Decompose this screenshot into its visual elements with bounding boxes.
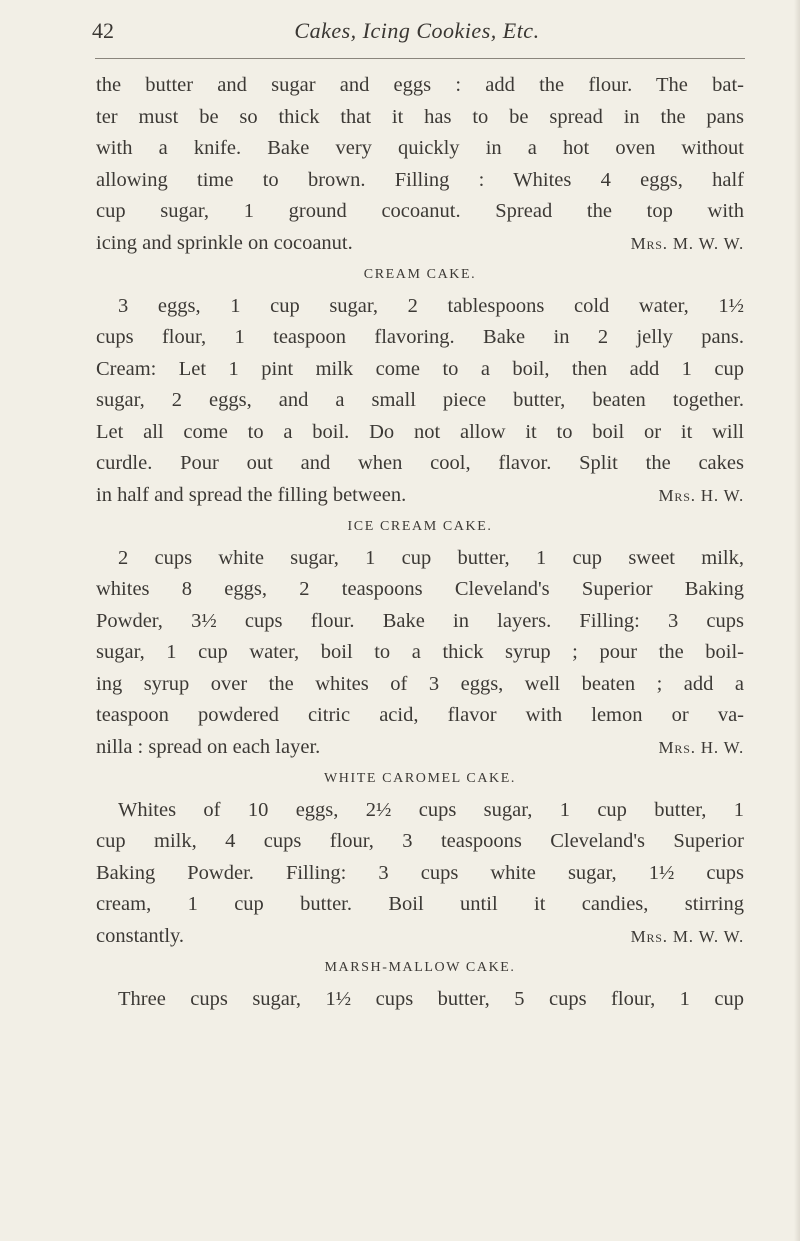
text-line: Powder, 3½ cups flour. Bake in layers. Filling: 3 cups <box>96 609 744 632</box>
signature: Mrs. M. W. W. <box>630 926 744 946</box>
text-line: ing syrup over the whites of 3 eggs, well beaten ; add a <box>96 672 744 695</box>
text-line: with a knife. Bake very quickly in a hot oven without <box>96 137 744 159</box>
text-line: cups flour, 1 teaspoon flavoring. Bake in 2 jelly pans. <box>96 326 744 348</box>
text-line: cup sugar, 1 ground cocoanut. Spread the top with <box>96 200 744 222</box>
page-number: 42 <box>92 18 114 43</box>
text-line: Baking Powder. Filling: 3 cups white sugar, 1½ cups <box>96 861 744 884</box>
text-line: 3 eggs, 1 cup sugar, 2 tablespoons cold water, 1½ <box>118 294 744 317</box>
recipe-marsh-mallow-cake <box>96 952 744 1015</box>
signature: Mrs. H. W. <box>658 485 744 505</box>
text-line: whites 8 eggs, 2 teaspoons Cleveland's Superior Baking <box>96 578 744 600</box>
text-line: cup milk, 4 cups flour, 3 teaspoons Cleveland's Superior <box>96 830 744 852</box>
text-line: allowing time to brown. Filling : Whites 4 eggs, half <box>96 168 744 191</box>
text-line: in half and spread the filling between. <box>96 483 407 506</box>
text-line: curdle. Pour out and when cool, flavor. Split the cakes <box>96 452 744 474</box>
text-line-with-signature <box>96 732 744 764</box>
text-line: sugar, 1 cup water, boil to a thick syrup ; pour the boil- <box>96 641 744 663</box>
recipe-white-caromel-cake <box>96 763 744 952</box>
text-line: Let all come to a boil. Do not allow it to boil or it will <box>96 420 744 443</box>
text-line: constantly. <box>96 924 185 947</box>
text-line: 2 cups white sugar, 1 cup butter, 1 cup sweet milk, <box>118 546 744 569</box>
text-line: Three cups sugar, 1½ cups butter, 5 cups flour, 1 cup <box>118 987 744 1010</box>
recipe-heading: CREAM CAKE. <box>363 267 477 282</box>
text-line: sugar, 2 eggs, and a small piece butter, beaten together. <box>96 389 744 411</box>
recipe-heading: MARSH-MALLOW CAKE. <box>324 960 516 975</box>
header-rule <box>95 58 745 59</box>
text-line-with-signature <box>96 921 744 953</box>
text-line: ter must be so thick that it has to be spread in the pans <box>96 105 744 128</box>
signature: Mrs. H. W. <box>658 737 744 757</box>
recipe-continuation <box>96 70 744 259</box>
page-header <box>92 18 742 52</box>
text-line: the butter and sugar and eggs : add the flour. The bat- <box>96 74 744 96</box>
recipe-text <box>96 70 744 1015</box>
text-line: cream, 1 cup butter. Boil until it candies, stirring <box>96 893 744 915</box>
text-line-with-signature <box>96 480 744 512</box>
page-edge-shadow <box>794 0 800 1241</box>
recipe-ice-cream-cake <box>96 511 744 763</box>
text-line: nilla : spread on each layer. <box>96 735 321 758</box>
signature: Mrs. M. W. W. <box>630 233 744 253</box>
recipe-heading: WHITE CAROMEL CAKE. <box>323 771 517 786</box>
text-line-with-signature <box>96 228 744 260</box>
text-line: icing and sprinkle on cocoanut. <box>96 231 353 254</box>
recipe-cream-cake <box>96 259 744 511</box>
text-line: Cream: Let 1 pint milk come to a boil, then add 1 cup <box>96 357 744 380</box>
text-line: teaspoon powdered citric acid, flavor with lemon or va- <box>96 704 744 726</box>
text-line: Whites of 10 eggs, 2½ cups sugar, 1 cup butter, 1 <box>118 798 744 821</box>
running-title: Cakes, Icing Cookies, Etc. <box>294 18 540 43</box>
recipe-heading: ICE CREAM CAKE. <box>347 519 493 534</box>
